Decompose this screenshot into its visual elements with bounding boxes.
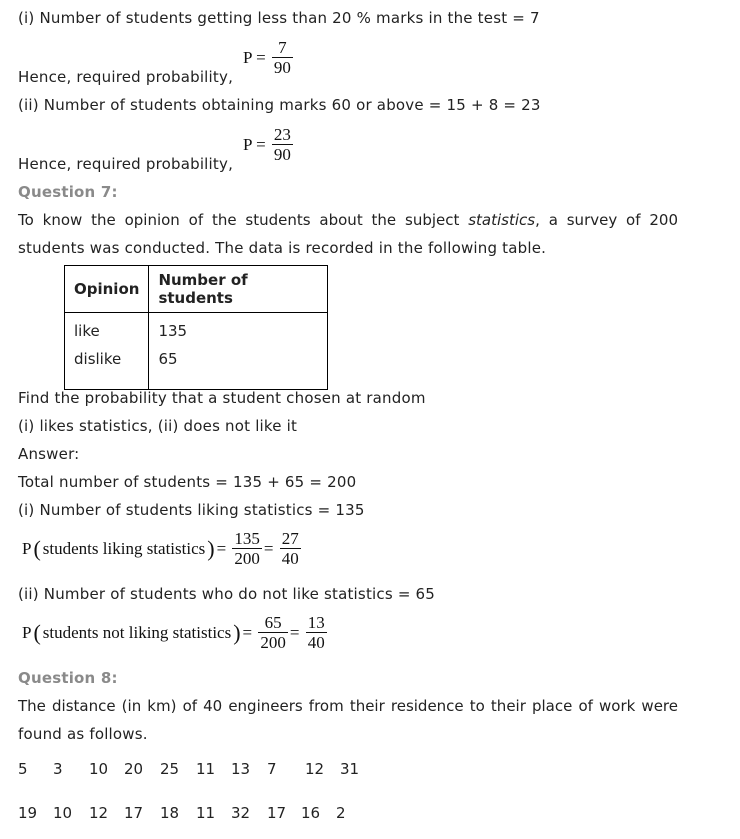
distance-value: 2 xyxy=(336,804,346,822)
distance-value: 12 xyxy=(305,760,325,778)
formula-p: P xyxy=(22,623,32,642)
fraction xyxy=(232,529,262,569)
q6-hence-text-2: Hence, required probability, xyxy=(18,155,234,173)
paren-close: ) xyxy=(207,536,215,561)
distance-value: 25 xyxy=(160,760,180,778)
count-cell xyxy=(149,313,328,390)
numerator: 13 xyxy=(307,613,325,632)
fraction xyxy=(258,613,288,653)
equals-sign: = xyxy=(216,539,227,558)
distance-value: 17 xyxy=(267,804,287,822)
distance-value: 11 xyxy=(196,804,216,822)
q6-part-i-text: (i) Number of students getting less than 20 % marks in the test = 7 xyxy=(18,9,540,27)
distance-value: 3 xyxy=(53,760,63,778)
numerator: 23 xyxy=(273,125,291,144)
q7-intro-line-1 xyxy=(18,211,678,229)
q7-find-text: Find the probability that a student chosen at random xyxy=(18,389,426,407)
q7-not-liking-text: (ii) Number of students who do not like statistics = 65 xyxy=(18,585,436,603)
q6-part-ii-text: (ii) Number of students obtaining marks 60 or above = 15 + 8 = 23 xyxy=(18,96,541,114)
numerator: 7 xyxy=(278,38,287,57)
table-header-row xyxy=(65,266,328,313)
question-8-heading: Question 8: xyxy=(18,669,118,687)
formula-label: students liking statistics xyxy=(42,539,206,558)
distance-value: 32 xyxy=(231,804,251,822)
q7-intro-line-2: students was conducted. The data is recorded in the following table. xyxy=(18,239,547,257)
distance-value: 7 xyxy=(267,760,277,778)
denominator: 200 xyxy=(234,549,260,568)
question-7-heading: Question 7: xyxy=(18,183,118,201)
denominator: 40 xyxy=(307,633,325,652)
distance-value: 11 xyxy=(196,760,216,778)
probability-formula-2 xyxy=(241,125,293,165)
table-cell: dislike xyxy=(74,350,122,368)
fraction xyxy=(280,529,301,569)
fraction xyxy=(272,38,293,78)
probability-not-liking-formula xyxy=(20,613,327,653)
distance-row-1 xyxy=(18,760,375,778)
table-cell: 65 xyxy=(158,350,178,368)
distance-value: 31 xyxy=(340,760,360,778)
paren-open: ( xyxy=(33,536,41,561)
q8-intro-line-1: The distance (in km) of 40 engineers from their residence to their place of work were xyxy=(18,697,678,715)
equals-sign: = xyxy=(242,623,253,642)
paren-close: ) xyxy=(233,620,241,645)
denominator: 200 xyxy=(260,633,286,652)
distance-value: 18 xyxy=(160,804,180,822)
distance-value: 10 xyxy=(89,760,109,778)
table-cell: like xyxy=(74,322,100,340)
fraction xyxy=(306,613,327,653)
denominator: 40 xyxy=(281,549,299,568)
q7-intro-part1: To know the opinion of the students about the subject xyxy=(18,211,469,229)
q6-hence-text-1: Hence, required probability, xyxy=(18,68,234,86)
denominator: 90 xyxy=(273,145,291,164)
numerator: 65 xyxy=(264,613,282,632)
equals-sign: = xyxy=(263,539,274,558)
q7-liking-text: (i) Number of students liking statistics = 135 xyxy=(18,501,365,519)
distance-value: 17 xyxy=(124,804,144,822)
distance-value: 5 xyxy=(18,760,28,778)
opinion-cell xyxy=(65,313,149,390)
table-cell: 135 xyxy=(158,322,188,340)
formula-lhs: P = xyxy=(243,48,266,67)
header-opinion: Opinion xyxy=(65,266,149,313)
opinion-table xyxy=(64,265,328,390)
q7-intro-italic: statistics xyxy=(468,211,536,229)
distance-row-2 xyxy=(18,804,371,822)
header-number-of-students: Number of students xyxy=(149,266,328,313)
numerator: 27 xyxy=(281,529,299,548)
probability-liking-formula xyxy=(20,529,301,569)
formula-label: students not liking statistics xyxy=(42,623,232,642)
answer-label: Answer: xyxy=(18,445,80,463)
q7-intro-part2: , a survey of 200 xyxy=(535,211,678,229)
formula-lhs: P = xyxy=(243,135,266,154)
denominator: 90 xyxy=(273,58,291,77)
distance-value: 10 xyxy=(53,804,73,822)
distance-value: 16 xyxy=(301,804,321,822)
distance-value: 20 xyxy=(124,760,144,778)
distance-value: 13 xyxy=(231,760,251,778)
q7-total-text: Total number of students = 135 + 65 = 200 xyxy=(18,473,357,491)
distance-value: 12 xyxy=(89,804,109,822)
fraction xyxy=(272,125,293,165)
equals-sign: = xyxy=(289,623,300,642)
paren-open: ( xyxy=(33,620,41,645)
table-body-row xyxy=(65,313,328,390)
formula-p: P xyxy=(22,539,32,558)
distance-value: 19 xyxy=(18,804,38,822)
numerator: 135 xyxy=(234,529,260,548)
probability-formula-1 xyxy=(241,38,293,78)
q8-intro-line-2: found as follows. xyxy=(18,725,148,743)
q7-parts-text: (i) likes statistics, (ii) does not like it xyxy=(18,417,298,435)
